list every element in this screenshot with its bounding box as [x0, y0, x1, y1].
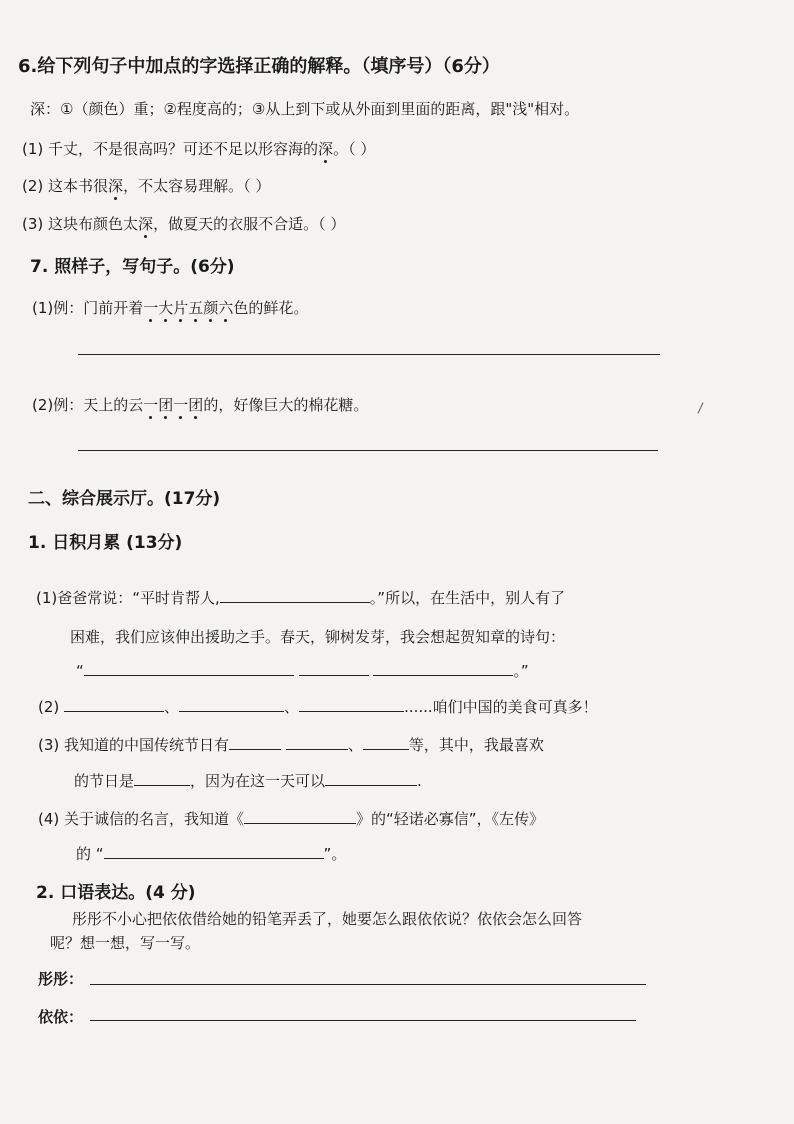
p4-line-c: 的 “ ”。	[76, 845, 347, 863]
p3-line-c: 的节日是 ，因为在这一天可以 .	[74, 772, 422, 790]
oral-prompt-2: 呢？想一想，写一写。	[50, 934, 201, 952]
sub1-title: 1. 日积月累 (13分)	[28, 533, 183, 553]
blank-3-2[interactable]	[286, 735, 348, 750]
blank-3-1[interactable]	[229, 735, 281, 750]
sub2-title: 2. 口语表达。(4 分)	[36, 883, 196, 903]
q7-example-2: (2)例：天上的云一团一团的，好像巨大的棉花糖。	[32, 396, 369, 414]
blank-1-3[interactable]	[299, 661, 369, 676]
blank-2-1[interactable]	[64, 697, 164, 712]
definition-prefix: 深：	[30, 100, 61, 118]
label-tongtong: 彤彤：	[38, 970, 84, 988]
blank-3-3[interactable]	[363, 735, 409, 750]
q6-title: 6.给下列句子中加点的字选择正确的解释。（填序号）（6分）	[18, 56, 500, 77]
answer-line-yiyi[interactable]	[90, 1020, 636, 1021]
q7-example-1: (1)例：门前开着一大片五颜六色的鲜花。	[32, 299, 309, 317]
answer-line-tongtong[interactable]	[90, 984, 646, 985]
blank-2-2[interactable]	[179, 697, 284, 712]
blank-4-2[interactable]	[104, 844, 324, 859]
q6-definition	[30, 98, 579, 119]
answer-line-7-1[interactable]	[78, 354, 660, 355]
p1-line-c: 困难，我们应该伸出援助之手。春天，铆树发芽，我会想起贺知章的诗句：	[70, 628, 566, 646]
definition-text: ①（颜色）重；②程度高的；③从上到下或从外面到里面的距离，跟"浅"相对。	[60, 100, 580, 118]
label-yiyi: 依依：	[38, 1008, 84, 1026]
q6-item-2: (2) 这本书很深，不太容易理解。（ ）	[22, 177, 271, 195]
blank-4-1[interactable]	[244, 809, 356, 824]
q6-item-3: (3) 这块布颜色太深，做夏天的衣服不合适。（ ）	[22, 215, 346, 233]
q7-title: 7. 照样子，写句子。(6分)	[30, 257, 235, 277]
dotted-char: 深	[138, 215, 154, 233]
blank-1-4[interactable]	[373, 661, 513, 676]
p4-line-a: (4) 关于诚信的名言，我知道《 》的“轻诺必寡信”，《左传》	[38, 810, 545, 828]
blank-1-2[interactable]	[84, 661, 294, 676]
stray-pen-mark	[698, 402, 704, 413]
dotted-char: 深	[318, 140, 334, 158]
p1-line-d: “ 。”	[76, 662, 529, 680]
p3-line-a: (3) 我知道的中国传统节日有 、 等，其中，我最喜欢	[38, 736, 544, 754]
section2-title: 二、综合展示厅。(17分)	[28, 489, 221, 509]
dotted-char: 深	[108, 177, 124, 195]
p2-line: (2) 、 、 ......咱们中国的美食可真多！	[38, 698, 598, 716]
p1-line-a: (1)爸爸常说：“平时肯帮人, 。”所以，在生活中，别人有了	[36, 589, 566, 607]
blank-3-5[interactable]	[325, 771, 417, 786]
oral-prompt-1: 彤彤不小心把依依借给她的铅笔弄丢了，她要怎么跟依依说？依依会怎么回答	[72, 910, 583, 928]
q6-item-1: (1) 千丈，不是很高吗？可还不足以形容海的深。（ ）	[22, 140, 376, 158]
blank-1-1[interactable]	[220, 588, 370, 603]
blank-2-3[interactable]	[299, 697, 404, 712]
blank-3-4[interactable]	[134, 771, 190, 786]
answer-line-7-2[interactable]	[78, 450, 658, 451]
